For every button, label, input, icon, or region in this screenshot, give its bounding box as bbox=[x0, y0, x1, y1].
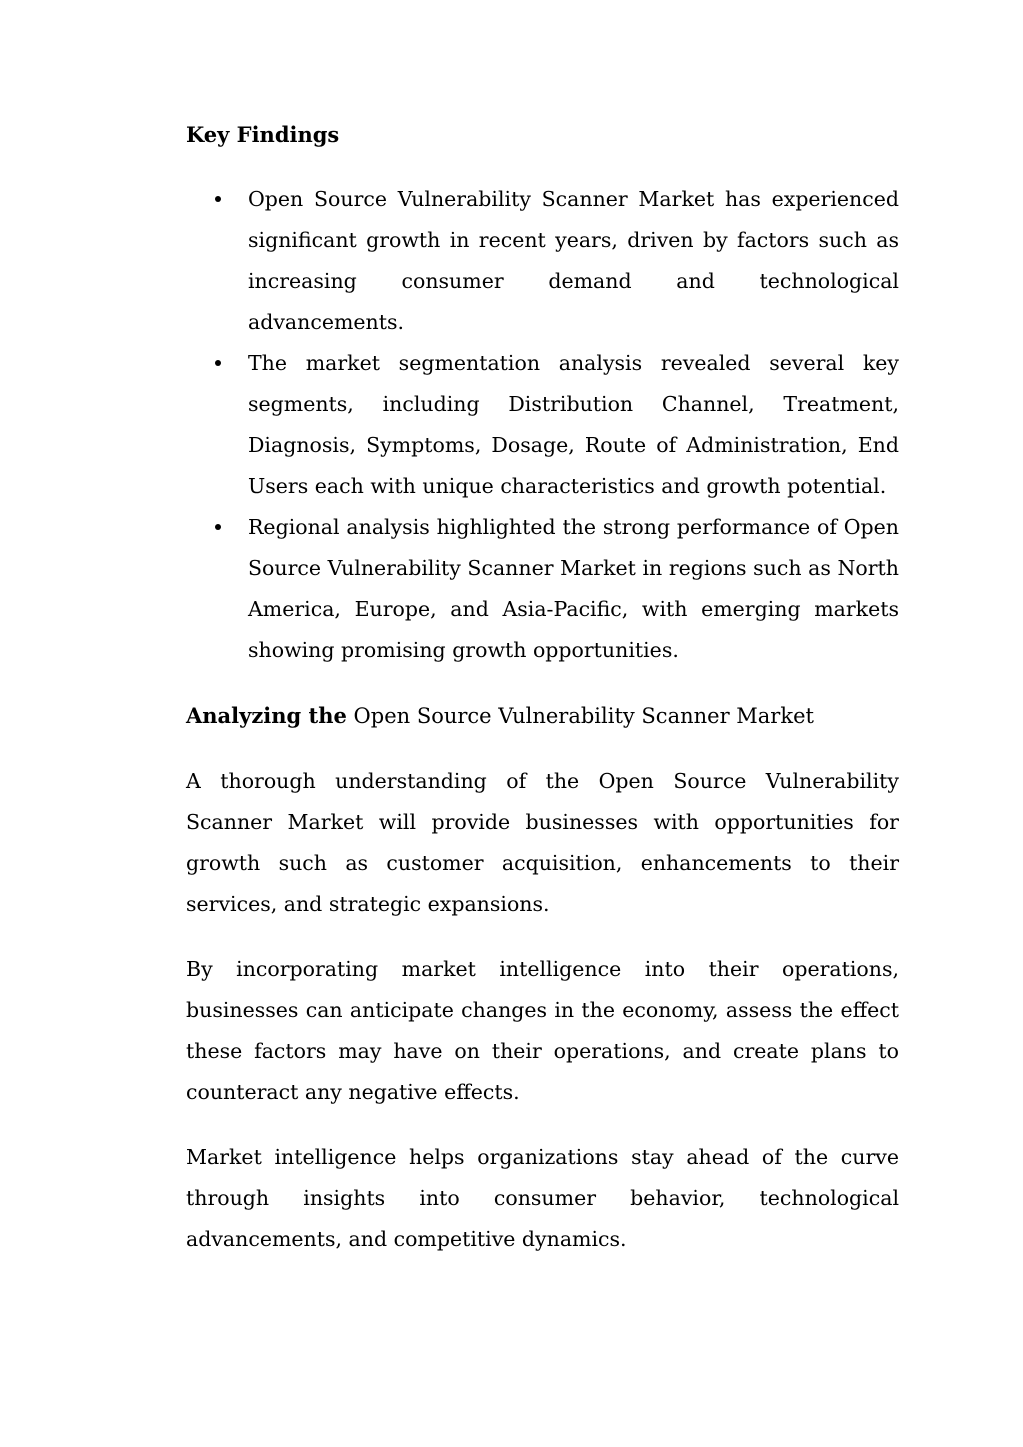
key-findings-heading: Key Findings bbox=[186, 122, 340, 147]
analysis-paragraph: Market intelligence helps organizations stay ahead of the curve through insights into consumer behavior, technological advancements, and competitive dynamics. bbox=[186, 1145, 899, 1251]
bullet-icon bbox=[215, 196, 221, 202]
list-item-text: Regional analysis highlighted the strong performance of Open Source Vulnerability Scanner Market in regions such as North America, Europe, and Asia-Pacific, with emerging markets showing promising growth opportunities. bbox=[248, 515, 899, 662]
analysis-paragraph: By incorporating market intelligence into their operations, businesses can anticipate changes in the economy, assess the effect these factors may have on their operations, and create plans to counteract any negative effects. bbox=[186, 957, 899, 1104]
list-item-text: Open Source Vulnerability Scanner Market has experienced significant growth in recent years, driven by factors such as increasing consumer demand and technological advancements. bbox=[248, 187, 899, 334]
list-item bbox=[186, 343, 899, 507]
key-findings-list bbox=[186, 179, 899, 671]
analysis-paragraph: A thorough understanding of the Open Source Vulnerability Scanner Market will provide businesses with opportunities for growth such as customer acquisition, enhancements to their services, and strategic expansions. bbox=[186, 769, 899, 916]
analysis-heading-bold: Analyzing the bbox=[186, 703, 347, 728]
list-item bbox=[186, 507, 899, 671]
bullet-icon bbox=[215, 360, 221, 366]
list-item-text: The market segmentation analysis revealed several key segments, including Distribution Channel, Treatment, Diagnosis, Symptoms, Dosage, Route of Administration, End Users each with unique characteristics and growth potential. bbox=[248, 351, 899, 498]
analysis-heading-rest: Open Source Vulnerability Scanner Market bbox=[353, 704, 814, 728]
bullet-icon bbox=[215, 524, 221, 530]
document-page bbox=[186, 114, 899, 1260]
analysis-heading bbox=[186, 695, 899, 737]
list-item bbox=[186, 179, 899, 343]
